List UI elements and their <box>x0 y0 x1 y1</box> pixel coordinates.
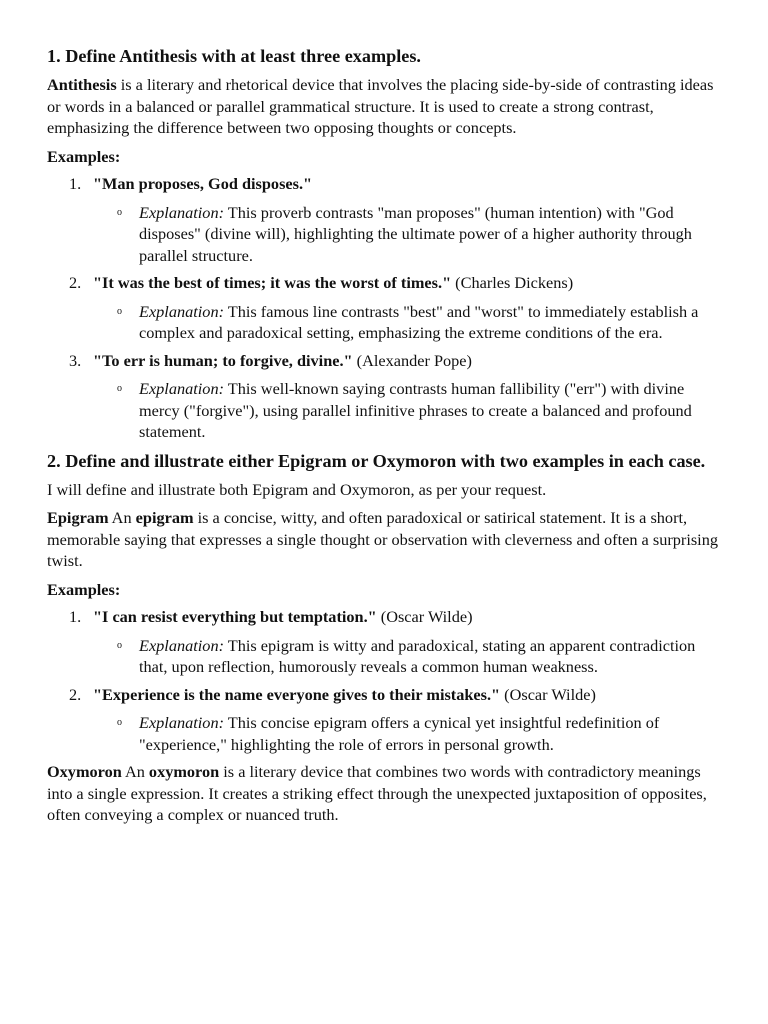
example-source: (Charles Dickens) <box>451 273 574 292</box>
epigram-definition <box>47 507 724 572</box>
example-quote: "To err is human; to forgive, divine." <box>93 350 353 370</box>
example-quote: "Man proposes, God disposes." <box>93 174 313 193</box>
explanation-item <box>93 712 724 755</box>
section-2-lead: I will define and illustrate both Epigram and Oxymoron, as per your request. <box>47 479 547 499</box>
example-number: 1. <box>69 607 82 626</box>
explanation-list <box>93 202 724 267</box>
antithesis-definition <box>47 74 724 139</box>
examples-label-1: Examples: <box>47 146 121 166</box>
explanation-item <box>93 635 724 678</box>
list-item <box>47 350 724 443</box>
epigram-term-inline: epigram <box>135 508 194 527</box>
list-item <box>47 606 724 678</box>
example-quote: "It was the best of times; it was the worst of times." <box>93 273 452 292</box>
explanation-text: This concise epigram offers a cynical yet insightful redefinition of "experience," highlighting the role of errors in personal growth. <box>139 713 660 754</box>
explanation-label: Explanation: <box>139 713 225 732</box>
list-item <box>47 684 724 756</box>
oxymoron-definition <box>47 761 724 826</box>
example-source: (Oscar Wilde) <box>376 607 473 626</box>
circle-bullet-icon: o <box>117 717 122 728</box>
example-number: 2. <box>69 273 82 292</box>
explanation-text: This famous line contrasts "best" and "worst" to immediately establish a complex and paradoxical setting, emphasizing the extreme conditions of the era. <box>139 301 699 342</box>
example-number: 3. <box>69 350 82 370</box>
explanation-text: This well-known saying contrasts human fallibility ("err") with divine mercy ("forgive"), using parallel infinitive phrases to create a balanced and profound statement. <box>139 379 692 441</box>
example-number: 2. <box>69 684 82 704</box>
oxymoron-definition-text: is a literary device that combines two words with contradictory meanings into a single expression. It creates a striking effect through the unexpected juxtaposition of opposites, often conveying a complex or nuanced truth. <box>47 762 707 824</box>
explanation-text: This epigram is witty and paradoxical, stating an apparent contradiction that, upon reflection, humorously reveals a common human weakness. <box>139 635 696 676</box>
list-item <box>47 173 724 266</box>
antithesis-term: Antithesis <box>47 75 117 94</box>
oxymoron-term-label: Oxymoron <box>47 762 122 781</box>
explanation-label: Explanation: <box>139 202 225 222</box>
example-number: 1. <box>69 174 82 193</box>
examples-label-2: Examples: <box>47 579 121 599</box>
epigram-examples-list <box>47 606 724 755</box>
explanation-list <box>93 635 724 678</box>
example-quote: "I can resist everything but temptation." <box>93 607 377 626</box>
circle-bullet-icon: o <box>117 206 122 218</box>
section-2-heading: 2. Define and illustrate either Epigram or Oxymoron with two examples in each case. <box>47 450 706 471</box>
epigram-text-before: An <box>108 508 136 527</box>
circle-bullet-icon: o <box>117 305 122 317</box>
circle-bullet-icon: o <box>117 383 122 394</box>
epigram-term-label: Epigram <box>47 508 109 527</box>
explanation-list <box>93 301 724 344</box>
antithesis-definition-text: is a literary and rhetorical device that involves the placing side-by-side of contrasting ideas or words in a balanced or parallel grammatical structure. It is used to create a strong contrast, emphasizing the difference between two opposing thoughts or concepts. <box>47 75 714 137</box>
oxymoron-term-inline: oxymoron <box>148 762 220 781</box>
explanation-item <box>93 301 724 344</box>
explanation-label: Explanation: <box>139 635 225 655</box>
explanation-label: Explanation: <box>139 379 225 398</box>
explanation-item <box>93 202 724 267</box>
explanation-list <box>93 712 724 755</box>
explanation-list <box>93 378 724 443</box>
example-source: (Alexander Pope) <box>352 350 472 370</box>
oxymoron-text-before: An <box>121 762 149 781</box>
explanation-item <box>93 378 724 443</box>
list-item <box>47 272 724 344</box>
example-quote: "Experience is the name everyone gives to their mistakes." <box>93 684 501 704</box>
circle-bullet-icon: o <box>117 639 122 651</box>
explanation-text: This proverb contrasts "man proposes" (human intention) with "God disposes" (divine will), highlighting the ultimate power of a higher authority through parallel structure. <box>139 202 692 265</box>
example-source: (Oscar Wilde) <box>500 684 596 704</box>
explanation-label: Explanation: <box>139 301 225 321</box>
epigram-definition-text: is a concise, witty, and often paradoxical or satirical statement. It is a short, memorable saying that expresses a single thought or observation with cleverness and often a surprising twist. <box>47 508 718 570</box>
section-1-heading: 1. Define Antithesis with at least three examples. <box>47 46 421 66</box>
antithesis-examples-list <box>47 173 724 443</box>
